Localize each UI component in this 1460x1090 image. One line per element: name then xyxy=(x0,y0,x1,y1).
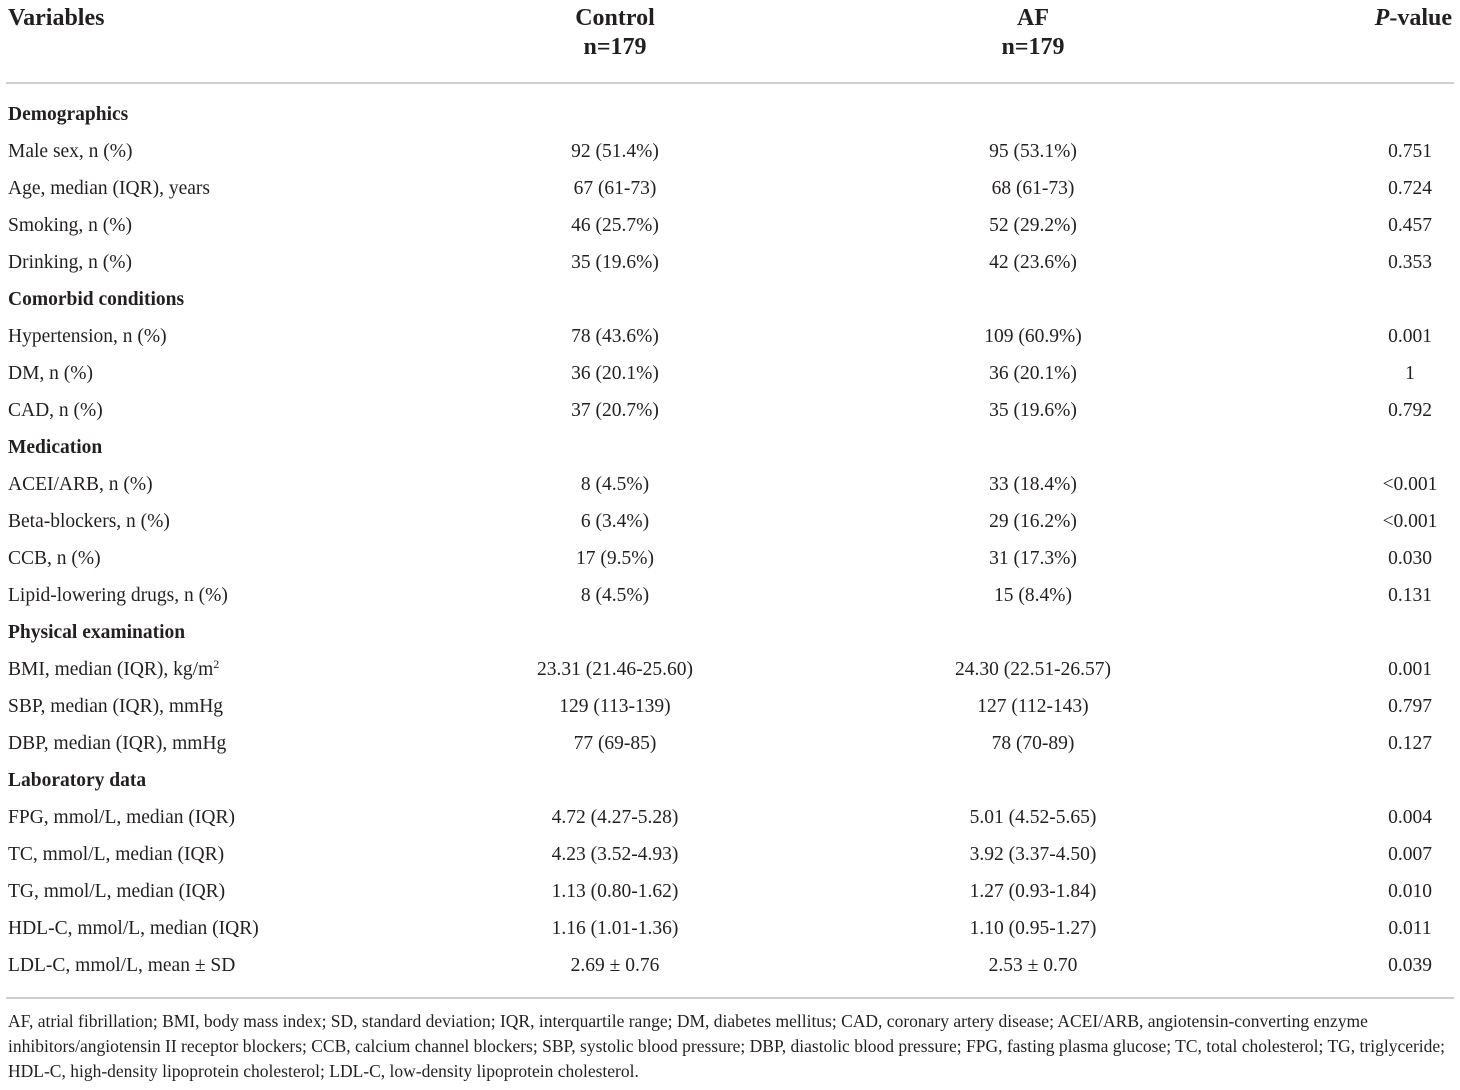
section-label xyxy=(8,96,128,133)
variable-label-text: DBP, median (IQR), mmHg xyxy=(8,733,227,754)
variable-label xyxy=(8,836,224,873)
variable-label xyxy=(8,133,133,170)
header-control-n: n=179 xyxy=(583,34,647,60)
p-value: <0.001 xyxy=(1382,511,1438,532)
variable-label xyxy=(8,947,235,984)
p-value: 0.001 xyxy=(1388,326,1432,347)
variable-label-text: Hypertension, n (%) xyxy=(8,326,167,347)
control-value: 2.69 ± 0.76 xyxy=(570,955,660,976)
p-value: 0.724 xyxy=(1388,178,1432,199)
header-af xyxy=(933,4,1133,62)
control-value: 37 (20.7%) xyxy=(571,400,659,421)
af-value: 35 (19.6%) xyxy=(989,400,1077,421)
p-value: 0.457 xyxy=(1388,215,1432,236)
p-value: 0.001 xyxy=(1388,659,1432,680)
variable-label-text: BMI, median (IQR), kg/m xyxy=(8,659,214,680)
af-value: 29 (16.2%) xyxy=(989,511,1077,532)
control-value: 23.31 (21.46-25.60) xyxy=(537,659,693,680)
variable-label xyxy=(8,799,235,836)
variable-label xyxy=(8,355,93,392)
control-value: 4.72 (4.27-5.28) xyxy=(551,807,679,828)
af-value: 1.10 (0.95-1.27) xyxy=(969,918,1097,939)
variable-label xyxy=(8,651,219,688)
variable-label xyxy=(8,318,167,355)
af-value: 2.53 ± 0.70 xyxy=(988,955,1078,976)
control-value: 8 (4.5%) xyxy=(580,585,650,606)
af-value: 109 (60.9%) xyxy=(984,326,1082,347)
variable-label-text: TC, mmol/L, median (IQR) xyxy=(8,844,225,865)
variable-label-text: FPG, mmol/L, median (IQR) xyxy=(8,807,235,828)
table-row xyxy=(0,392,1460,429)
table-row xyxy=(0,651,1460,688)
table-row xyxy=(0,688,1460,725)
af-value: 15 (8.4%) xyxy=(994,585,1072,606)
p-value: 0.792 xyxy=(1388,400,1432,421)
p-value: 0.353 xyxy=(1388,252,1432,273)
af-value: 5.01 (4.52-5.65) xyxy=(969,807,1097,828)
p-value: 0.131 xyxy=(1388,585,1432,606)
variable-label xyxy=(8,725,226,762)
section-row xyxy=(0,281,1460,318)
af-value: 42 (23.6%) xyxy=(989,252,1077,273)
header-control xyxy=(515,4,715,62)
p-value: 0.030 xyxy=(1388,548,1432,569)
section-row xyxy=(0,96,1460,133)
variable-label-text: Beta-blockers, n (%) xyxy=(8,511,170,532)
section-label xyxy=(8,281,184,318)
variable-label-text: Laboratory data xyxy=(8,770,147,791)
af-value: 3.92 (3.37-4.50) xyxy=(969,844,1097,865)
variable-label xyxy=(8,873,225,910)
variable-label-text: Medication xyxy=(8,437,103,458)
table-row xyxy=(0,947,1460,984)
p-value: 0.011 xyxy=(1388,918,1432,939)
table-row xyxy=(0,725,1460,762)
variable-label-text: HDL-C, mmol/L, median (IQR) xyxy=(8,918,259,939)
p-value: 0.797 xyxy=(1388,696,1432,717)
table-row xyxy=(0,799,1460,836)
section-label xyxy=(8,762,146,799)
section-label xyxy=(8,429,102,466)
table-row xyxy=(0,873,1460,910)
header-p-italic: P xyxy=(1374,5,1390,31)
table-body xyxy=(0,96,1460,984)
variable-label xyxy=(8,540,101,577)
control-value: 36 (20.1%) xyxy=(571,363,659,384)
af-value: 36 (20.1%) xyxy=(989,363,1077,384)
variable-label-text: CAD, n (%) xyxy=(8,400,103,421)
variable-label-text: ACEI/ARB, n (%) xyxy=(8,474,153,495)
variable-label-text: Male sex, n (%) xyxy=(8,141,133,162)
header-p-value xyxy=(1375,4,1452,33)
control-value: 17 (9.5%) xyxy=(576,548,654,569)
variable-label xyxy=(8,503,170,540)
variable-label xyxy=(8,688,223,725)
af-value: 95 (53.1%) xyxy=(989,141,1077,162)
variable-label-text: Smoking, n (%) xyxy=(8,215,133,236)
table-row xyxy=(0,836,1460,873)
variable-label xyxy=(8,392,103,429)
af-value: 78 (70-89) xyxy=(991,733,1075,754)
control-value: 46 (25.7%) xyxy=(571,215,659,236)
variable-label-text: Age, median (IQR), years xyxy=(8,178,210,199)
p-value: 1 xyxy=(1405,363,1415,384)
table-row xyxy=(0,540,1460,577)
p-value: <0.001 xyxy=(1382,474,1438,495)
section-row xyxy=(0,614,1460,651)
control-value: 78 (43.6%) xyxy=(571,326,659,347)
variable-label xyxy=(8,244,132,281)
p-value: 0.751 xyxy=(1388,141,1432,162)
table-row xyxy=(0,244,1460,281)
variable-label xyxy=(8,910,259,947)
table-row xyxy=(0,355,1460,392)
p-value: 0.007 xyxy=(1388,844,1432,865)
footer-rule xyxy=(6,997,1454,999)
variable-label-text: LDL-C, mmol/L, mean ± SD xyxy=(8,955,236,976)
table-row xyxy=(0,503,1460,540)
table-row xyxy=(0,133,1460,170)
table-row xyxy=(0,318,1460,355)
header-variables: Variables xyxy=(8,5,105,31)
header-af-n: n=179 xyxy=(1001,34,1065,60)
header-af-name: AF xyxy=(1017,5,1049,31)
header-rule xyxy=(6,82,1454,84)
variable-label-text: Demographics xyxy=(8,104,129,125)
header-p-rest: -value xyxy=(1389,5,1452,31)
af-value: 52 (29.2%) xyxy=(989,215,1077,236)
variable-label xyxy=(8,207,132,244)
variable-label-text: Drinking, n (%) xyxy=(8,252,133,273)
table-footnote: AF, atrial fibrillation; BMI, body mass index; SD, standard deviation; IQR, interquartile range; DM, diabetes mellitus; CAD, coronary artery disease; ACEI/ARB, angiotensin-converting enzyme inhibitors/angiotensin II receptor blockers; CCB, calcium channel blockers; SBP, systolic blood pressure; DBP, diastolic blood pressure; FPG, fasting plasma glucose; TC, total cholesterol; TG, triglyceride; HDL-C, high-density lipoprotein cholesterol; LDL-C, low-density lipoprotein cholesterol. xyxy=(8,1011,1446,1081)
section-row xyxy=(0,762,1460,799)
section-label xyxy=(8,614,185,651)
af-value: 31 (17.3%) xyxy=(989,548,1077,569)
control-value: 1.13 (0.80-1.62) xyxy=(551,881,679,902)
variable-label xyxy=(8,466,153,503)
p-value: 0.004 xyxy=(1388,807,1432,828)
control-value: 35 (19.6%) xyxy=(571,252,659,273)
variable-label xyxy=(8,577,228,614)
p-value: 0.010 xyxy=(1388,881,1432,902)
table-row xyxy=(0,910,1460,947)
af-value: 1.27 (0.93-1.84) xyxy=(969,881,1097,902)
table-row xyxy=(0,466,1460,503)
table-header xyxy=(0,0,1460,84)
table-row xyxy=(0,577,1460,614)
variable-label xyxy=(8,170,210,207)
control-value: 77 (69-85) xyxy=(573,733,657,754)
af-value: 68 (61-73) xyxy=(991,178,1075,199)
control-value: 129 (113-139) xyxy=(559,696,671,717)
af-value: 24.30 (22.51-26.57) xyxy=(955,659,1111,680)
variable-label-text: CCB, n (%) xyxy=(8,548,101,569)
control-value: 1.16 (1.01-1.36) xyxy=(551,918,679,939)
control-value: 8 (4.5%) xyxy=(580,474,650,495)
af-value: 33 (18.4%) xyxy=(989,474,1077,495)
control-value: 4.23 (3.52-4.93) xyxy=(551,844,679,865)
variable-label-text: TG, mmol/L, median (IQR) xyxy=(8,881,226,902)
variable-label-text: Comorbid conditions xyxy=(8,289,185,310)
table-row xyxy=(0,207,1460,244)
table-row xyxy=(0,170,1460,207)
variable-label-text: DM, n (%) xyxy=(8,363,94,384)
p-value: 0.127 xyxy=(1388,733,1432,754)
p-value: 0.039 xyxy=(1388,955,1432,976)
control-value: 67 (61-73) xyxy=(573,178,657,199)
variable-label-text: SBP, median (IQR), mmHg xyxy=(8,696,224,717)
variable-label-superscript: 2 xyxy=(213,657,220,671)
af-value: 127 (112-143) xyxy=(977,696,1089,717)
variable-label-text: Physical examination xyxy=(8,622,186,643)
control-value: 6 (3.4%) xyxy=(580,511,650,532)
variable-label-text: Lipid-lowering drugs, n (%) xyxy=(8,585,228,606)
control-value: 92 (51.4%) xyxy=(571,141,659,162)
section-row xyxy=(0,429,1460,466)
header-control-name: Control xyxy=(575,5,655,31)
